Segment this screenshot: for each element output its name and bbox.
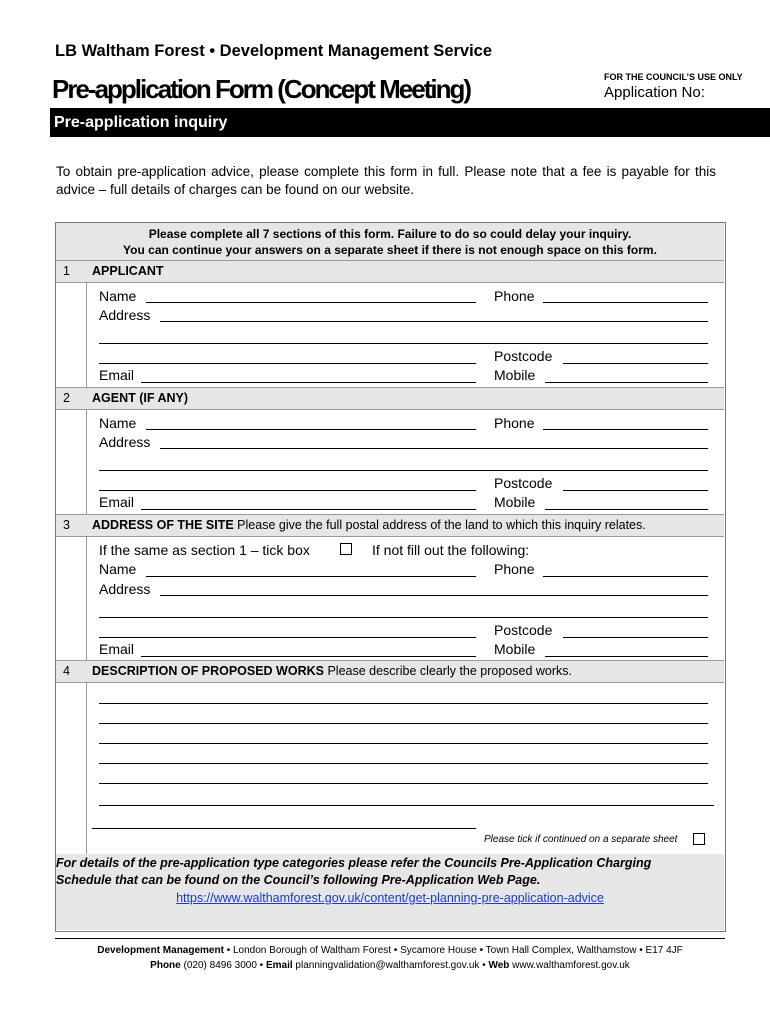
if-not-label: If not fill out the following:	[372, 542, 530, 558]
works-line[interactable]	[99, 703, 708, 704]
footer-phone: (020) 8496 3000 •	[180, 960, 266, 971]
same-as-checkbox[interactable]	[340, 542, 352, 560]
applicant-phone-label: Phone	[494, 288, 535, 304]
site-address-line-2[interactable]	[99, 617, 708, 618]
pre-application-link[interactable]: https://www.walthamforest.gov.uk/content/get-planning-pre-application-advice	[176, 891, 604, 905]
section-title: ADDRESS OF THE SITE	[92, 518, 234, 532]
agent-postcode-field[interactable]	[563, 490, 708, 491]
footer-web: www.walthamforest.gov.uk	[509, 960, 630, 971]
section-description: Please describe clearly the proposed works.	[327, 664, 573, 678]
section-4-header	[56, 660, 724, 683]
footer-phone-label: Phone	[150, 960, 181, 971]
site-phone-field[interactable]	[543, 576, 708, 577]
works-line[interactable]	[99, 805, 714, 806]
continued-label: Please tick if continued on a separate sheet	[484, 834, 678, 845]
works-line[interactable]	[99, 723, 708, 724]
agent-email-label: Email	[99, 494, 135, 510]
site-postcode-label: Postcode	[494, 622, 553, 638]
footer-address	[55, 945, 725, 956]
agent-mobile-label: Mobile	[494, 494, 536, 510]
continued-checkbox[interactable]	[693, 832, 705, 850]
applicant-address-field[interactable]	[160, 321, 708, 322]
checkbox-icon[interactable]	[693, 833, 705, 845]
section-title: AGENT (IF ANY)	[92, 391, 189, 405]
applicant-address-line-2[interactable]	[99, 343, 708, 344]
applicant-email-label: Email	[99, 367, 135, 383]
column-divider	[86, 536, 87, 660]
footer-contact	[55, 960, 725, 971]
site-address-label: Address	[99, 581, 151, 597]
column-divider	[86, 409, 87, 514]
section-number: 1	[63, 264, 70, 278]
footer-dm-text: • London Borough of Waltham Forest • Sycamore House • Town Hall Complex, Walthamstow • E17 4JF	[223, 945, 683, 956]
agent-address-line-2[interactable]	[99, 470, 708, 471]
footer-email-label: Email	[265, 960, 293, 971]
agent-phone-label: Phone	[494, 415, 535, 431]
applicant-phone-field[interactable]	[543, 302, 708, 303]
agent-name-field[interactable]	[146, 429, 476, 430]
column-divider	[86, 682, 87, 854]
applicant-name-label: Name	[99, 288, 137, 304]
form-box	[55, 222, 726, 932]
site-postcode-field[interactable]	[563, 637, 708, 638]
column-divider	[86, 282, 87, 387]
section-number: 2	[63, 391, 70, 405]
footer-web-label: Web	[488, 960, 510, 971]
site-email-label: Email	[99, 641, 135, 657]
agent-name-label: Name	[99, 415, 137, 431]
agent-address-line-3[interactable]	[99, 490, 476, 491]
instructions-line-1: Please complete all 7 sections of this form. Failure to do so could delay your inquiry.	[148, 227, 632, 241]
organisation-heading: LB Waltham Forest • Development Management Service	[55, 42, 493, 60]
instructions-band	[56, 223, 724, 261]
section-number: 3	[63, 518, 70, 532]
banner-text: Pre-application inquiry	[54, 114, 228, 131]
site-name-field[interactable]	[146, 576, 476, 577]
footer-dm-label: Development Management	[97, 945, 224, 956]
site-email-field[interactable]	[141, 656, 476, 657]
section-3-header	[56, 514, 724, 537]
works-line[interactable]	[92, 828, 476, 829]
works-line[interactable]	[99, 743, 708, 744]
works-line[interactable]	[99, 783, 708, 784]
same-as-label: If the same as section 1 – tick box	[99, 542, 310, 558]
section-title: APPLICANT	[92, 264, 164, 278]
application-number-label: Application No:	[604, 84, 705, 101]
form-title: Pre-application Form (Concept Meeting)	[52, 74, 471, 104]
section-title: DESCRIPTION OF PROPOSED WORKS	[92, 664, 324, 678]
applicant-postcode-label: Postcode	[494, 348, 553, 364]
agent-address-field[interactable]	[160, 448, 708, 449]
works-line[interactable]	[99, 763, 708, 764]
section-number: 4	[63, 664, 70, 678]
instructions-line-2: You can continue your answers on a separate sheet if there is not enough space on this form.	[123, 243, 657, 257]
site-mobile-field[interactable]	[545, 656, 708, 657]
section-2-header	[56, 387, 724, 410]
section-description: Please give the full postal address of the land to which this inquiry relates.	[237, 518, 646, 532]
footer-email: planningvalidation@walthamforest.gov.uk •	[292, 960, 489, 971]
footer-divider	[55, 938, 725, 939]
checkbox-icon[interactable]	[340, 543, 352, 555]
agent-phone-field[interactable]	[543, 429, 708, 430]
applicant-address-label: Address	[99, 307, 151, 323]
intro-paragraph: To obtain pre-application advice, please complete this form in full. Please note that a fee is payable for this advice – full details of charges can be found on our website.	[56, 164, 716, 197]
site-address-field[interactable]	[160, 595, 708, 596]
section-1-header	[56, 260, 724, 283]
council-use-label: FOR THE COUNCIL’S USE ONLY	[604, 72, 743, 82]
site-phone-label: Phone	[494, 561, 535, 577]
applicant-mobile-label: Mobile	[494, 367, 536, 383]
site-address-line-3[interactable]	[99, 637, 476, 638]
agent-address-label: Address	[99, 434, 151, 450]
agent-mobile-field[interactable]	[545, 509, 708, 510]
applicant-postcode-field[interactable]	[563, 363, 708, 364]
site-name-label: Name	[99, 561, 137, 577]
applicant-name-field[interactable]	[146, 302, 476, 303]
section-banner	[50, 108, 770, 137]
applicant-email-field[interactable]	[141, 382, 476, 383]
charging-schedule-text: For details of the pre-application type categories please refer the Councils Pre-Application Charging Schedule that can be found on the Council’s following Pre-Application Web Page.	[56, 856, 652, 887]
agent-postcode-label: Postcode	[494, 475, 553, 491]
applicant-address-line-3[interactable]	[99, 363, 476, 364]
agent-email-field[interactable]	[141, 509, 476, 510]
applicant-mobile-field[interactable]	[545, 382, 708, 383]
site-mobile-label: Mobile	[494, 641, 536, 657]
